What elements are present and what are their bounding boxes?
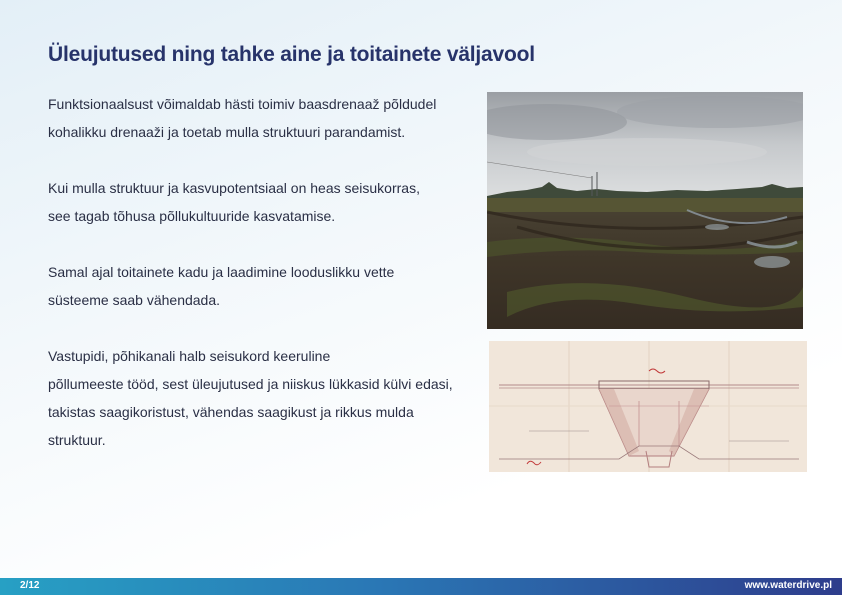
paragraph-line: Kui mulla struktuur ja kasvupotentsiaal on heas seisukorras,	[48, 180, 420, 196]
slide-title: Üleujutused ning tahke aine ja toitainete väljavool	[48, 43, 535, 66]
paragraph-line: kohalikku drenaaži ja toetab mulla struktuuri parandamist.	[48, 124, 406, 140]
paragraph-3	[48, 258, 468, 314]
website-link[interactable]: www.waterdrive.pl	[744, 580, 832, 591]
paragraph-line: Funktsionaalsust võimaldab hästi toimiv baasdrenaaž põldudel	[48, 96, 437, 112]
paragraph-1	[48, 90, 468, 146]
footer-bar	[0, 578, 842, 595]
page-number: 2/12	[20, 580, 40, 591]
technical-drawing	[489, 341, 807, 472]
paragraph-2	[48, 174, 468, 230]
paragraph-line: takistas saagikoristust, vähendas saagikust ja rikkus mulda	[48, 404, 414, 420]
body-text	[48, 90, 468, 482]
paragraph-line: see tagab tõhusa põllukultuuride kasvatamise.	[48, 208, 336, 224]
paragraph-line: struktuur.	[48, 432, 106, 448]
paragraph-line: põllumeeste tööd, sest üleujutused ja niiskus lükkasid külvi edasi,	[48, 376, 453, 392]
paragraph-4	[48, 342, 468, 454]
paragraph-line: Vastupidi, põhikanali halb seisukord keeruline	[48, 348, 331, 364]
paragraph-line: süsteeme saab vähendada.	[48, 292, 221, 308]
paragraph-line: Samal ajal toitainete kadu ja laadimine looduslikku vette	[48, 264, 395, 280]
field-photo	[487, 92, 803, 329]
